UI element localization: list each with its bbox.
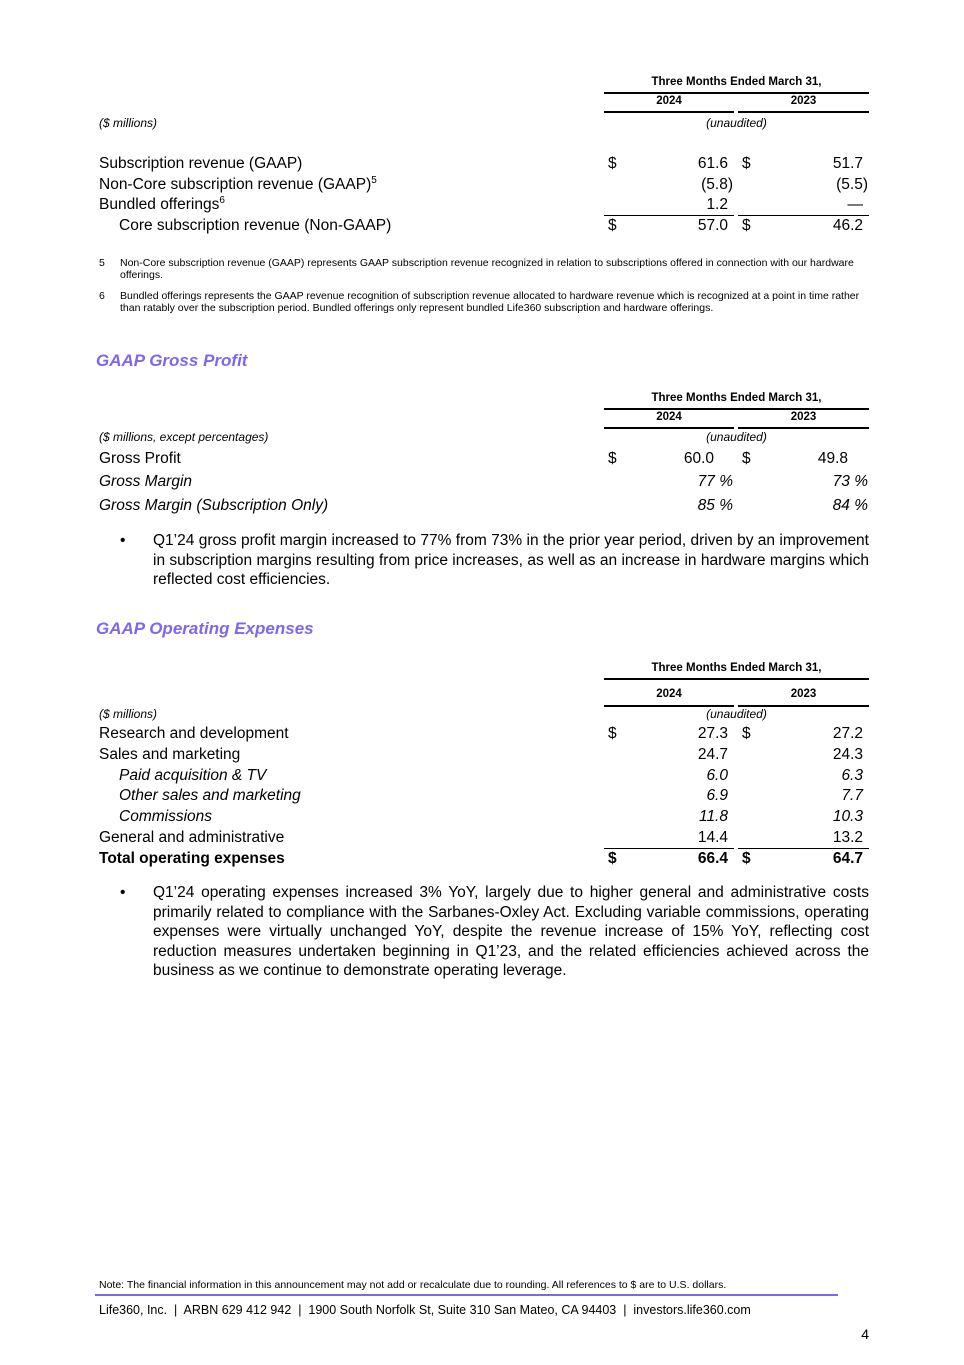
table-row: Gross Margin (Subscription Only) 85 % 84 % bbox=[99, 497, 868, 514]
footnote-ref: 5 bbox=[371, 174, 377, 186]
bullet-gross-profit: • Q1’24 gross profit margin increased to 77% from 73% in the prior year period, driven by an improvement in subscription margins resulting from price increases, as well as an increase in hardware margins which reflected cost efficiencies. bbox=[120, 532, 869, 589]
gross-profit-table bbox=[99, 390, 869, 520]
subscription-revenue-table bbox=[99, 74, 869, 239]
year-2023-header: 2023 bbox=[790, 411, 817, 423]
bullet-icon: • bbox=[120, 884, 126, 901]
unit-label: ($ millions, except percentages) bbox=[99, 430, 269, 444]
table-row: Bundled offerings$^6$ 1.2 — bbox=[99, 194, 863, 213]
year-2023-header: 2023 bbox=[790, 95, 817, 107]
table-row: Paid acquisition & TV 6.0 6.3 bbox=[119, 767, 863, 784]
footer-company-info: Life360, Inc. | ARBN 629 412 942 | 1900 South Norfolk St, Suite 310 San Mateo, CA 94403 | investors.life360.com bbox=[99, 1303, 751, 1317]
table-row: General and administrative 14.4 13.2 bbox=[99, 829, 863, 846]
footnote-ref: 6 bbox=[219, 194, 225, 206]
page-number: 4 bbox=[861, 1326, 869, 1342]
footnote: 5 Non-Core subscription revenue (GAAP) represents GAAP subscription revenue recognized in relation to subscriptions offered in connection with our hardware offerings. bbox=[99, 257, 854, 281]
year-2024-header: 2024 bbox=[656, 95, 682, 107]
period-header: Three Months Ended March 31, bbox=[651, 76, 822, 88]
unaudited-label: (unaudited) bbox=[706, 430, 767, 444]
table-row: Core subscription revenue (Non-GAAP) $ 57.0 $ 46.2 bbox=[119, 217, 863, 234]
bullet-operating-expenses: • Q1’24 operating expenses increased 3% YoY, largely due to higher general and administrative costs primarily related to compliance with the Sarbanes-Oxley Act. Excluding variable commissions, operating expenses were virtually unchanged YoY, despite the revenue increase of 15% YoY, reflecting cost reduction measures undertaken beginning in Q1’23, and the related efficiencies achieved across the business as we continue to demonstrate operating leverage. bbox=[120, 884, 869, 980]
header-rule bbox=[604, 408, 869, 410]
year-2024-header: 2024 bbox=[656, 688, 682, 700]
footer-rule bbox=[95, 1294, 838, 1296]
table-row: Gross Margin 77 % 73 % bbox=[99, 473, 868, 490]
header-rule bbox=[604, 92, 869, 94]
year-2023-rule bbox=[738, 427, 869, 429]
table-row: Gross Profit $ 60.0 $ 49.8 bbox=[99, 450, 848, 467]
year-2023-header: 2023 bbox=[790, 688, 817, 700]
year-2024-rule bbox=[604, 111, 734, 113]
operating-expenses-table bbox=[99, 660, 869, 872]
table-row: Total operating expenses $ 66.4 $ 64.7 bbox=[99, 850, 863, 867]
year-2023-rule bbox=[738, 111, 869, 113]
year-2024-header: 2024 bbox=[656, 411, 682, 423]
unit-label: ($ millions) bbox=[99, 116, 158, 130]
period-header: Three Months Ended March 31, bbox=[651, 662, 822, 674]
section-title-operating-expenses: GAAP Operating Expenses bbox=[96, 619, 314, 638]
header-rule bbox=[604, 678, 869, 680]
footnote: 6 Bundled offerings represents the GAAP revenue recognition of subscription revenue allocated to hardware revenue which is recognized at a point in time rather than ratably over the subscription period. Bundled offerings only represent bundled Life360 subscription and hardware offerings. bbox=[99, 290, 860, 314]
period-header: Three Months Ended March 31, bbox=[651, 392, 822, 404]
year-2024-rule bbox=[604, 427, 734, 429]
table-row: Commissions 11.8 10.3 bbox=[119, 808, 863, 825]
table-row: Research and development $ 27.3 $ 27.2 bbox=[99, 725, 863, 742]
unaudited-label: (unaudited) bbox=[706, 707, 767, 721]
table-row: Other sales and marketing 6.9 7.7 bbox=[119, 787, 863, 804]
bullet-icon: • bbox=[120, 532, 126, 549]
table-row: Sales and marketing 24.7 24.3 bbox=[99, 746, 863, 763]
table-row: Non-Core subscription revenue (GAAP)$^5$ (5.8) (5.5) bbox=[99, 174, 868, 193]
unaudited-label: (unaudited) bbox=[706, 116, 767, 130]
section-title-gross-profit: GAAP Gross Profit bbox=[96, 351, 248, 370]
footer-note: Note: The financial information in this announcement may not add or recalculate due to rounding. All references to $ are to U.S. dollars. bbox=[99, 1279, 727, 1291]
table-row: Subscription revenue (GAAP) $ 61.6 $ 51.7 bbox=[99, 155, 863, 172]
unit-label: ($ millions) bbox=[99, 707, 158, 721]
